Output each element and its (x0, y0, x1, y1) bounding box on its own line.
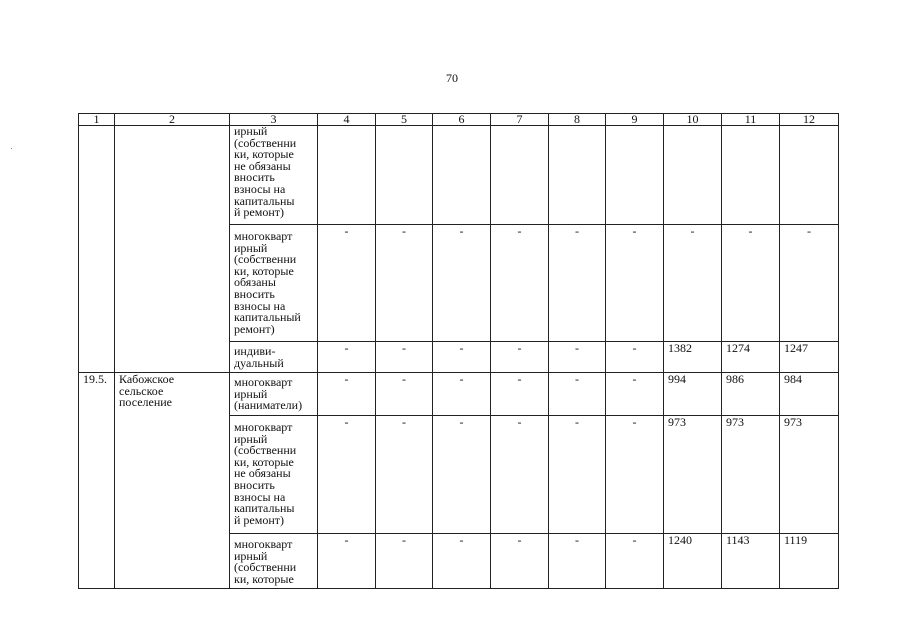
value-cell: - (318, 225, 376, 342)
value-cell: 1382 (664, 342, 722, 373)
margin-mark (11, 148, 12, 149)
settlement-number-cell (79, 126, 115, 373)
value-cell (433, 126, 491, 225)
value-cell (491, 126, 549, 225)
value-cell: - (549, 534, 606, 589)
housing-type-cell: индиви- дуальный (230, 342, 318, 373)
housing-type-cell: ирный (собственни ки, которые не обязаны вносить взносы на капитальны й ремонт) (230, 126, 318, 225)
value-cell: - (433, 342, 491, 373)
value-cell: 994 (664, 373, 722, 416)
value-cell: - (433, 225, 491, 342)
value-cell: - (376, 416, 433, 534)
settlement-name-cell: Кабожское сельское поселение (115, 373, 230, 589)
value-cell: - (491, 534, 549, 589)
value-cell: 986 (722, 373, 780, 416)
value-cell: - (318, 373, 376, 416)
column-header: 4 (318, 114, 376, 126)
value-cell: - (780, 225, 839, 342)
housing-type-cell: многокварт ирный (собственни ки, которые (230, 534, 318, 589)
column-header: 6 (433, 114, 491, 126)
value-cell: 973 (780, 416, 839, 534)
value-cell (318, 126, 376, 225)
value-cell: 1119 (780, 534, 839, 589)
value-cell: - (376, 373, 433, 416)
value-cell: 1247 (780, 342, 839, 373)
value-cell: - (549, 342, 606, 373)
value-cell: - (433, 373, 491, 416)
value-cell (722, 126, 780, 225)
value-cell: - (549, 373, 606, 416)
column-header: 3 (230, 114, 318, 126)
value-cell: - (549, 416, 606, 534)
column-header: 10 (664, 114, 722, 126)
value-cell: 984 (780, 373, 839, 416)
column-header: 1 (79, 114, 115, 126)
value-cell: - (722, 225, 780, 342)
value-cell: - (491, 373, 549, 416)
table-row (79, 126, 839, 225)
value-cell: - (606, 225, 664, 342)
value-cell: - (376, 342, 433, 373)
value-cell: - (376, 534, 433, 589)
value-cell: - (433, 416, 491, 534)
value-cell (376, 126, 433, 225)
value-cell (606, 126, 664, 225)
value-cell: 1240 (664, 534, 722, 589)
table-row (79, 373, 839, 416)
housing-type-cell: многокварт ирный (наниматели) (230, 373, 318, 416)
value-cell: - (606, 534, 664, 589)
settlement-name-cell (115, 126, 230, 373)
value-cell: - (664, 225, 722, 342)
column-header: 9 (606, 114, 664, 126)
value-cell: 1274 (722, 342, 780, 373)
housing-type-cell: многокварт ирный (собственни ки, которые не обязаны вносить взносы на капитальны й ремонт) (230, 416, 318, 534)
tariff-table (78, 113, 839, 589)
column-header: 7 (491, 114, 549, 126)
value-cell (780, 126, 839, 225)
value-cell: - (491, 416, 549, 534)
column-header: 12 (780, 114, 839, 126)
value-cell: - (606, 373, 664, 416)
settlement-number-cell: 19.5. (79, 373, 115, 589)
value-cell: - (491, 225, 549, 342)
value-cell: - (318, 342, 376, 373)
value-cell (664, 126, 722, 225)
value-cell: - (491, 342, 549, 373)
value-cell: - (549, 225, 606, 342)
value-cell: - (433, 534, 491, 589)
column-number-row (79, 114, 839, 126)
value-cell: - (606, 342, 664, 373)
housing-type-cell: многокварт ирный (собственни ки, которые обязаны вносить взносы на капитальный ремонт) (230, 225, 318, 342)
column-header: 8 (549, 114, 606, 126)
value-cell: - (318, 534, 376, 589)
value-cell: 973 (722, 416, 780, 534)
value-cell: - (318, 416, 376, 534)
page-number: 70 (446, 71, 458, 85)
column-header: 2 (115, 114, 230, 126)
value-cell: - (376, 225, 433, 342)
column-header: 5 (376, 114, 433, 126)
value-cell: - (606, 416, 664, 534)
value-cell (549, 126, 606, 225)
column-header: 11 (722, 114, 780, 126)
value-cell: 973 (664, 416, 722, 534)
value-cell: 1143 (722, 534, 780, 589)
